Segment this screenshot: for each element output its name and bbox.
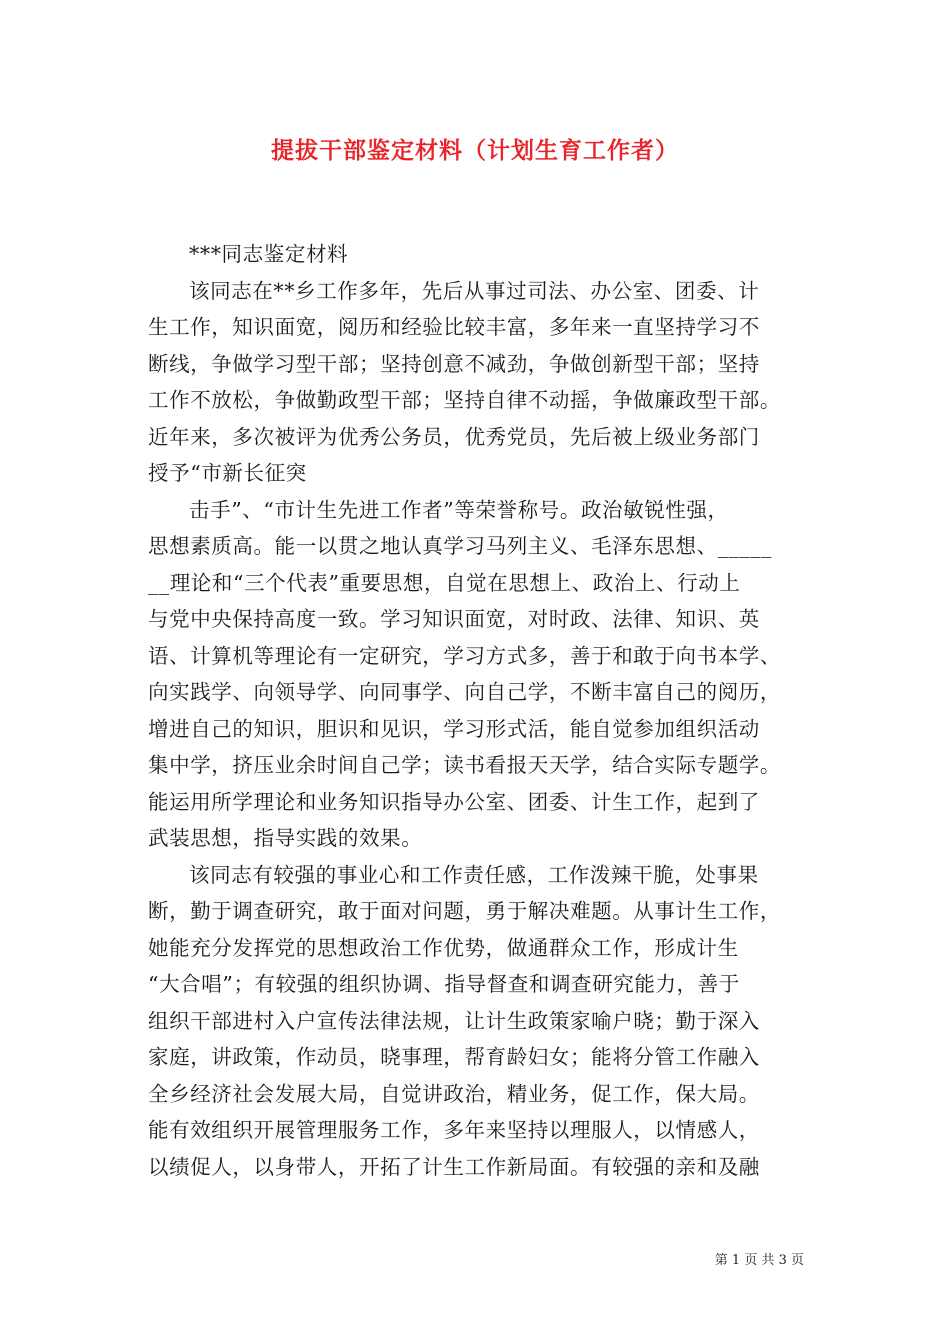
body-line: 武装思想，指导实践的效果。 — [148, 826, 423, 850]
body-line: 授予“市新长征突 — [148, 461, 307, 485]
body-line: 该同志在**乡工作多年，先后从事过司法、办公室、团委、计 — [189, 278, 760, 303]
body-line: 生工作，知识面宽，阅历和经验比较丰富，多年来一直坚持学习不 — [148, 315, 760, 339]
document-title: 提拔干部鉴定材料（计划生育工作者） — [271, 137, 679, 164]
body-line: 能有效组织开展管理服务工作，多年来坚持以理服人，以情感人， — [148, 1118, 760, 1142]
body-line: 向实践学、向领导学、向同事学、向自己学，不断丰富自己的阅历， — [148, 680, 781, 704]
body-line: 该同志有较强的事业心和工作责任感，工作泼辣干脆，处事果 — [189, 862, 759, 887]
body-line: 语、计算机等理论有一定研究，学习方式多，善于和敢于向书本学、 — [148, 643, 781, 668]
body-line: 集中学，挤压业余时间自己学；读书看报天天学，结合实际专题学。 — [148, 753, 781, 777]
body-line: __理论和“三个代表”重要思想，自觉在思想上、政治上、行动上 — [148, 570, 741, 595]
document-body — [148, 236, 808, 1185]
body-line: 能运用所学理论和业务知识指导办公室、团委、计生工作，起到了 — [148, 789, 760, 814]
body-line: 她能充分发挥党的思想政治工作优势，做通群众工作，形成计生 — [148, 935, 739, 960]
body-line: ***同志鉴定材料 — [189, 242, 349, 266]
page-number: 第 1 页 共 3 页 — [714, 1253, 804, 1268]
body-line: 近年来，多次被评为优秀公务员，优秀党员，先后被上级业务部门 — [148, 424, 760, 449]
body-line: 思想素质高。能一以贯之地认真学习马列主义、毛泽东思想、_____ — [148, 534, 772, 558]
body-line: 全乡经济社会发展大局，自觉讲政治，精业务，促工作，保大局。 — [148, 1081, 760, 1106]
body-line: 家庭，讲政策，作动员，晓事理，帮育龄妇女；能将分管工作融入 — [148, 1045, 760, 1069]
body-line: 增进自己的知识，胆识和见识，学习形式活，能自觉参加组织活动 — [148, 716, 760, 741]
body-line: 以绩促人，以身带人，开拓了计生工作新局面。有较强的亲和及融 — [148, 1154, 760, 1179]
body-line: 组织干部进村入户宣传法律法规，让计生政策家喻户晓；勤于深入 — [148, 1008, 760, 1033]
body-line: 断，勤于调查研究，敢于面对问题，勇于解决难题。从事计生工作， — [148, 899, 781, 923]
body-line: 与党中央保持高度一致。学习知识面宽，对时政、法律、知识、英 — [148, 607, 760, 631]
body-line: 断线，争做学习型干部；坚持创意不减劲，争做创新型干部；坚持 — [148, 351, 760, 376]
body-line: 工作不放松，争做勤政型干部；坚持自律不动摇，争做廉政型干部。 — [148, 388, 781, 412]
body-line: “大合唱”；有较强的组织协调、指导督查和调查研究能力，善于 — [148, 972, 740, 996]
body-line: 击手”、“市计生先进工作者”等荣誉称号。政治敏锐性强， — [189, 497, 729, 522]
